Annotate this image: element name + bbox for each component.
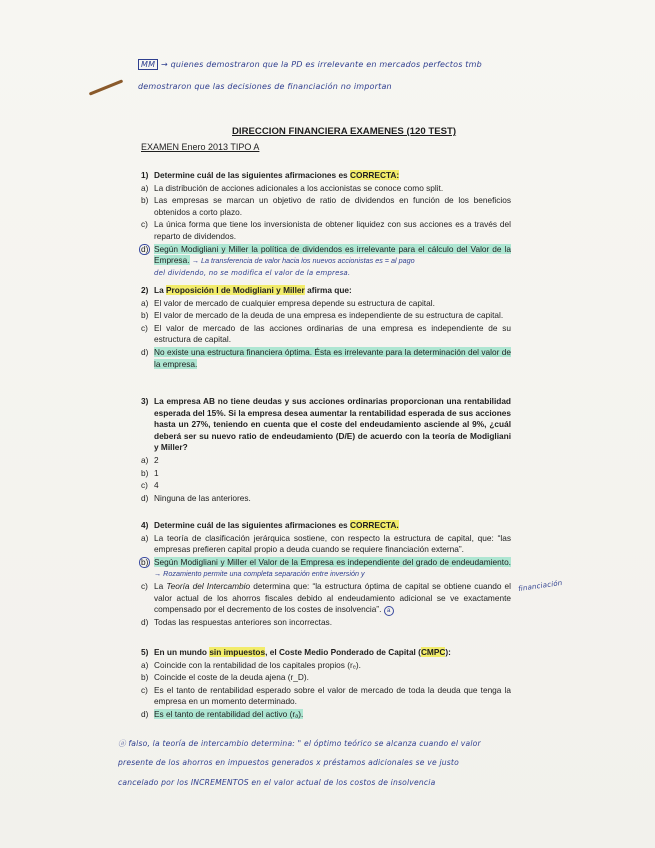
option-letter: a) [141, 532, 149, 543]
stem-text: La [154, 285, 164, 295]
option-text-correct: Es el tanto de rentabilidad del activo (rₐ). [154, 708, 304, 719]
option-text: Ninguna de las anteriores. [154, 492, 251, 503]
option-letter: d) [141, 708, 149, 719]
stem-text: afirma que: [307, 285, 352, 295]
stem-text: La empresa AB no tiene deudas y sus acciones ordinarias proporcionan una rentabilidad esperada del 15%. Si la empresa desea aumentar la rentabilidad esperada de sus acciones hasta un 27%, teniendo en cuenta que el coste del endeudamiento asciende al 9%, ¿cuál deberá ser su nuevo ratio de endeudamiento (D/E) de acuerdo con la teoría de Modigliani y Miller? [154, 396, 511, 453]
option-c [141, 219, 511, 242]
option-a [141, 533, 511, 556]
option-letter: a) [141, 454, 149, 465]
handwritten-top-text1: → quienes demostraron que la PD es irrelevante en mercados perfectos tmb [160, 60, 482, 69]
option-letter: a) [141, 659, 149, 670]
question-4-stem [141, 520, 511, 532]
stem-highlight: CORRECTA. [350, 520, 399, 530]
handwritten-top-line2: demostraron que las decisiones de financiación no importan [138, 82, 392, 91]
handwritten-bottom-line3: cancelado por los INCREMENTOS en el valor actual de los costos de insolvencia [118, 778, 436, 787]
question-4 [141, 520, 511, 629]
option-d [141, 617, 511, 629]
option-d [141, 493, 511, 505]
stem-text: , el Coste Medio Ponderado de Capital ( [265, 647, 421, 657]
option-a [141, 298, 511, 310]
question-1-stem [141, 170, 511, 182]
option-text: El valor de mercado de cualquier empresa depende su estructura de capital. [154, 297, 435, 308]
option-d [141, 244, 511, 267]
stem-highlight: Proposición I de Modigliani y Miller [166, 285, 305, 295]
handwritten-note-line2: del dividendo, no se modifica el valor de la empresa. [154, 268, 351, 277]
option-text-correct: Según Modigliani y Miller el Valor de la Empresa es independiente del grado de endeudamiento. [154, 556, 511, 567]
pencil-stroke-decoration [89, 79, 124, 95]
option-letter: c) [141, 322, 148, 333]
option-letter: c) [141, 480, 148, 491]
option-letter: c) [141, 580, 148, 591]
option-text-correct: No existe una estructura financiera óptima. Ésta es irrelevante para la determinación del valor de la empresa. [154, 346, 511, 369]
stem-highlight: sin impuestos [209, 647, 266, 657]
handwritten-side-note: financiación [517, 578, 563, 594]
handwritten-boxed-label: MM [138, 59, 158, 70]
option-text: Es el tanto de rentabilidad esperado sobre el valor de mercado de toda la deuda que tenga la empresa en un momento determinado. [154, 684, 511, 707]
option-text: Las empresas se marcan un objetivo de ratio de dividendos en función de los beneficios obtenidos a corto plazo. [154, 195, 511, 217]
handwritten-note: → La transferencia de valor hacia los nuevos accionistas es = al pago [191, 256, 415, 266]
option-text: Coincide el coste de la deuda ajena (r_D). [154, 672, 309, 683]
exam-subtitle: EXAMEN Enero 2013 TIPO A [141, 142, 260, 152]
option-letter: a) [141, 182, 149, 193]
question-5-stem [141, 647, 511, 659]
handwritten-bottom-line2: presente de los ahorros en impuestos generados x préstamos adicionales se ve justo [118, 758, 459, 767]
question-number: 4) [141, 520, 149, 530]
option-text-correct: Según Modigliani y Miller la política de dividendos es irrelevante para el cálculo del Valor de la Empresa. [154, 243, 511, 266]
option-c [141, 480, 511, 492]
option-letter: d) [141, 617, 149, 628]
option-d [141, 709, 511, 721]
option-letter-circled: d) [141, 243, 149, 254]
handwritten-note: → Rozamiento permite una completa separación entre inversión y [154, 569, 365, 579]
option-text: La [154, 580, 164, 591]
document-title: DIRECCION FINANCIERA EXAMENES (120 TEST) [232, 126, 457, 137]
question-number: 3) [141, 396, 149, 406]
option-letter: d) [141, 492, 149, 503]
option-text: El valor de mercado de las acciones ordinarias de una empresa es independiente de su estructura de capital. [154, 322, 511, 345]
stem-text: Determine cuál de las siguientes afirmaciones es [154, 520, 348, 530]
option-text: Coincide con la rentabilidad de los capitales propios (rₑ). [154, 659, 361, 670]
option-a [141, 660, 511, 672]
option-a [141, 455, 511, 467]
stem-highlight: CMPC [420, 647, 446, 657]
stem-text: En un mundo [154, 647, 207, 657]
option-c [141, 685, 511, 708]
question-3-stem [141, 396, 511, 454]
option-text: 1 [154, 467, 159, 478]
option-b [141, 672, 511, 684]
handwritten-bottom-line1: ⓐ falso, la teoría de intercambio determina: " el óptimo teórico se alcanza cuando el valor [118, 739, 481, 748]
option-b [141, 195, 511, 218]
option-text: Todas las respuestas anteriores son incorrectas. [154, 617, 333, 628]
option-letter: b) [141, 467, 149, 478]
option-d [141, 347, 511, 370]
option-text: 4 [154, 480, 159, 491]
question-number: 1) [141, 170, 149, 180]
option-text: La única forma que tiene los inversionista de obtener liquidez con sus acciones es a través del reparto de dividendos. [154, 219, 511, 241]
option-b [141, 557, 511, 580]
option-c [141, 323, 511, 346]
option-a [141, 183, 511, 195]
handwritten-top-line1 [138, 60, 482, 69]
option-letter: d) [141, 346, 149, 357]
question-3 [141, 396, 511, 504]
stem-highlight: CORRECTA: [350, 170, 400, 180]
question-number: 2) [141, 285, 149, 295]
option-text: La distribución de acciones adicionales a los accionistas se conoce como split. [154, 182, 444, 193]
question-5 [141, 647, 511, 721]
option-letter: a) [141, 297, 149, 308]
option-letter: b) [141, 195, 149, 206]
stem-text: Determine cuál de las siguientes afirmaciones es [154, 170, 348, 180]
question-1 [141, 170, 511, 279]
question-number: 5) [141, 647, 149, 657]
option-letter: b) [141, 310, 149, 321]
option-text-italic: Teoría del Intercambio [166, 580, 251, 591]
handwritten-note-ref-icon: a [384, 606, 394, 616]
option-text: El valor de mercado de la deuda de una empresa es independiente de su estructura de capital. [154, 310, 504, 321]
option-text: La teoría de clasificación jerárquica sostiene, con respecto la estructura de capital, que: “las empresas prefieren capital propio a deuda cuando se requiere financiación externa”. [154, 532, 511, 555]
option-b [141, 468, 511, 480]
option-text: 2 [154, 454, 159, 465]
option-letter: c) [141, 684, 148, 695]
question-2-stem [141, 285, 511, 297]
option-letter: b) [141, 672, 149, 683]
stem-text: ): [445, 647, 451, 657]
option-text: determina que: “la estructura óptima de capital se obtiene cuando el valor actual de los ahorros fiscales debido al endeudamiento adicional se ve exactamente compensado por el decremento de los costes de insolvencia”. [154, 580, 512, 615]
option-b [141, 310, 511, 322]
option-letter-circled: b) [141, 556, 149, 567]
question-2 [141, 285, 511, 370]
option-letter: c) [141, 219, 148, 230]
option-c [141, 581, 511, 616]
